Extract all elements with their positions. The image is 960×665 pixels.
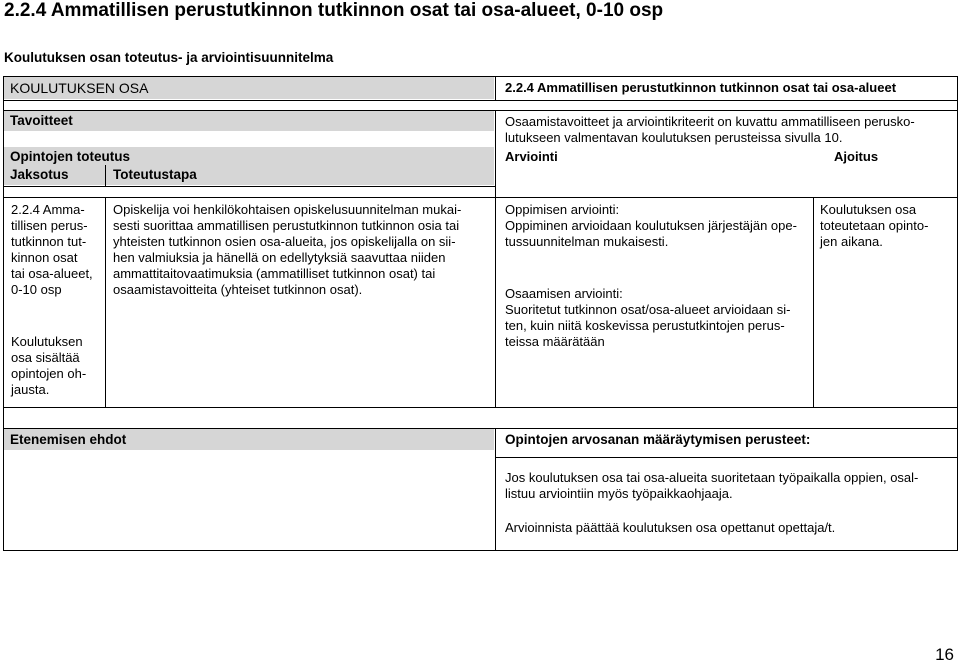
jaksotus-line: tutkinnon tut- xyxy=(11,234,87,249)
toteutustapa-line: yhteisten tutkinnon osien osa-alueita, jos opiskelijalla on sii- xyxy=(113,234,456,249)
plan-subtitle: Koulutuksen osan toteutus- ja arviointisuunnitelma xyxy=(4,50,334,65)
osaamisen-arviointi-line: ten, kuin niitä koskevissa perustutkintojen perus- xyxy=(505,318,785,333)
toteutustapa-line: ammattitaitovaatimuksia (ammatilliset tutkinnon osat) tai xyxy=(113,266,436,281)
arviointi-line: Oppiminen arvioidaan koulutuksen järjestäjän ope- xyxy=(505,218,797,233)
arviointi-label: Arviointi xyxy=(505,149,558,164)
page-title: 2.2.4 Ammatillisen perustutkinnon tutkinnon osat tai osa-alueet, 0-10 osp xyxy=(4,0,664,21)
osaamisen-arviointi-line: Osaamisen arviointi: xyxy=(505,286,623,301)
arviointi-line: Oppimisen arviointi: xyxy=(505,202,620,217)
jaksotus-note-line: jausta. xyxy=(11,382,50,397)
tavoitteet-label: Tavoitteet xyxy=(10,113,73,128)
opintojen-toteutus-label: Opintojen toteutus xyxy=(10,149,130,164)
jaksotus-line: 2.2.4 Amma- xyxy=(11,202,85,217)
jaksotus-line: tillisen perus- xyxy=(11,218,88,233)
tavoitteet-line-2: lutukseen valmentavan koulutuksen perusteissa sivulla 10. xyxy=(505,130,843,145)
ajoitus-line: toteutetaan opinto- xyxy=(820,218,929,233)
jaksotus-note-line: Koulutuksen xyxy=(11,334,83,349)
arvosana-line: Jos koulutuksen osa tai osa-alueita suoritetaan työpaikalla oppien, osal- xyxy=(505,470,919,485)
toteutustapa-line: osaamistavoitteita (yhteiset tutkinnon osat). xyxy=(113,282,363,297)
arviointi-line: tussuunnitelman mukaisesti. xyxy=(505,234,669,249)
koulutuksen-osa-label: KOULUTUKSEN OSA xyxy=(10,80,149,96)
ajoitus-line: Koulutuksen osa xyxy=(820,202,917,217)
header-band-jaksotus xyxy=(3,165,494,185)
header-band-tavoitteet xyxy=(3,111,494,131)
tavoitteet-line-1: Osaamistavoitteet ja arviointikriteerit on kuvattu ammatilliseen perusko- xyxy=(505,114,915,129)
jaksotus-line: kinnon osat xyxy=(11,250,78,265)
toteutustapa-line: sesti suorittaa ammatillisen perustutkinnon tutkinnon osia tai xyxy=(113,218,460,233)
ajoitus-line: jen aikana. xyxy=(820,234,883,249)
arvosana-line-2: Arvioinnista päättää koulutuksen osa opettanut opettaja/t. xyxy=(505,520,836,535)
jaksotus-line: 0-10 osp xyxy=(11,282,62,297)
jaksotus-note-line: opintojen oh- xyxy=(11,366,87,381)
toteutustapa-label: Toteutustapa xyxy=(113,167,197,182)
etenemisen-ehdot-label: Etenemisen ehdot xyxy=(10,432,127,447)
jaksotus-line: tai osa-alueet, xyxy=(11,266,93,281)
jaksotus-note-line: osa sisältää xyxy=(11,350,80,365)
osaamisen-arviointi-line: Suoritetut tutkinnon osat/osa-alueet arvioidaan si- xyxy=(505,302,791,317)
page-number: 16 xyxy=(935,645,954,664)
ajoitus-label: Ajoitus xyxy=(834,149,879,164)
toteutustapa-line: Opiskelija voi henkilökohtaisen opiskelusuunnitelman mukai- xyxy=(113,202,462,217)
koulutuksen-osa-value: 2.2.4 Ammatillisen perustutkinnon tutkinnon osat tai osa-alueet xyxy=(505,80,897,95)
arvosana-line: listuu arviointiin myös työpaikkaohjaaja. xyxy=(505,486,733,501)
toteutustapa-line: hen valmiuksia ja hänellä on edellytyksiä saavuttaa niiden xyxy=(113,250,446,265)
jaksotus-label: Jaksotus xyxy=(10,167,69,182)
arvosanan-perusteet-label: Opintojen arvosanan määräytymisen perusteet: xyxy=(505,432,811,447)
osaamisen-arviointi-line: teissa määrätään xyxy=(505,334,605,349)
